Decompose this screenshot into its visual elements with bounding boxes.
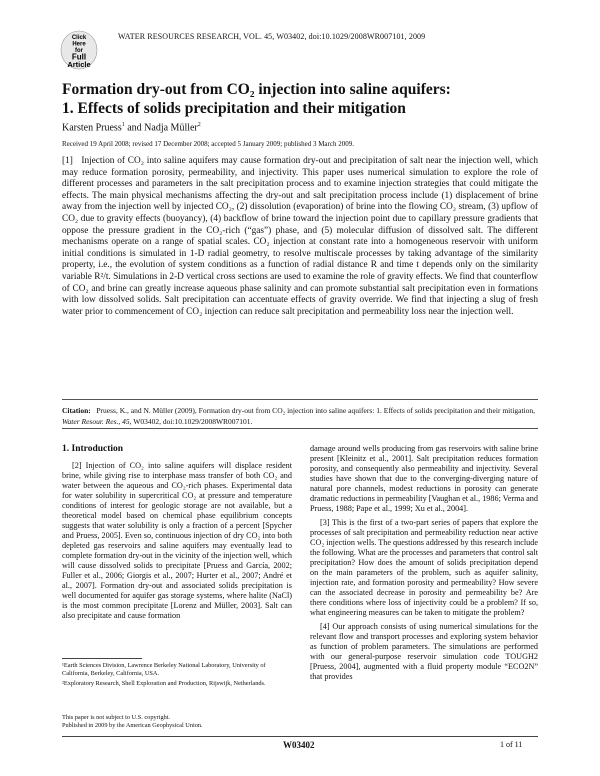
title-line-1: Formation dry-out from CO₂ injection into saline aquifers: [62, 81, 451, 98]
footnote-divider [62, 658, 142, 659]
page-number: 1 of 11 [500, 740, 523, 749]
right-column [310, 444, 538, 686]
running-header: WATER RESOURCES RESEARCH, VOL. 45, W03402, doi:10.1029/2008WR007101, 2009 [118, 32, 426, 41]
paragraph-3: [3] This is the first of a two-part series of papers that explore the processes of salt precipitation and permeability reduction near active CO₂ injection wells. The questions addressed by this research include the following. What are the processes and parameters that control salt precipitation? How does the amount of solids precipitation depend on the main parameters of the problem, such as aquifer salinity, injection rate, and formation porosity and permeability? How severe can the associated decrease in porosity and permeability be? Are there conditions where loss of injectivity could be a problem? If so, what engineering measures can be taken to mitigate the problem? [310, 518, 538, 617]
author-1: Karsten Pruess [62, 122, 122, 134]
logo-line3: for [75, 48, 83, 54]
article-id: W03402 [283, 740, 315, 750]
abstract-paragraph-marker: [1] [62, 156, 73, 166]
citation-end: W03402, doi:10.1029/2008WR007101. [131, 416, 253, 426]
author-conjunction: and [124, 122, 145, 134]
footnote-2: ²Exploratory Research, Shell Exploration and Production, Rijswijk, Netherlands. [62, 680, 266, 687]
paragraph-2-continued: damage around wells producing from gas reservoirs with saline brine present [Kleinitz et al., 2001]. Salt precipitation reduces formation porosity, and consequently also permeability and injectivity. Several studies have shown that due to the converging-diverging nature of natural pore channels, modest reductions in porosity can generate dramatic reductions in permeability [Vaughan et al., 1986; Verma and Pruess, 1988; Pape et al., 1999; Xu et al., 2004]. [310, 444, 538, 513]
left-column [62, 444, 292, 625]
copyright-notice [62, 714, 292, 730]
paragraph-4: [4] Our approach consists of using numerical simulations for the relevant flow and transport processes and exploring system behavior as function of problem parameters. The simulations are performed with our general-purpose reservoir simulation code TOUGH2 [Pruess, 2004], augmented with a fluid property module “ECO2N” that provides [310, 622, 538, 681]
author-2-affiliation: 2 [197, 122, 201, 128]
footnote-1: ¹Earth Sciences Division, Lawrence Berkeley National Laboratory, University of California, Berkeley, California, USA. [62, 662, 266, 677]
abstract [62, 156, 538, 318]
author-1-affiliation: 1 [121, 122, 125, 128]
footer-divider [62, 736, 538, 737]
paper-title [62, 80, 542, 118]
received-dates: Received 19 April 2008; revised 17 December 2008; accepted 5 January 2009; published 3 March 2009. [62, 140, 354, 148]
citation-journal: Water Resour. Res., 45, [62, 416, 132, 426]
paragraph-2: [2] Injection of CO₂ into saline aquifers will displace resident brine, while giving rise to interphase mass transfer of both CO₂ and water between the aqueous and CO₂-rich phases. Experimental data for water solubility in supercritical CO₂ at pressure and temperature conditions of interest for geologic storage are not available, but a theoretical model based on chemical phase equilibrium concepts suggests that water solubility is only a fraction of a percent [Spycher and Pruess, 2005]. Even so, continuous injection of dry CO₂ into both depleted gas reservoirs and saline aquifers may eventually lead to complete formation dry-out in the vicinity of the injection well, which will cause dissolved solids to precipitate [Pruess and García, 2002; Fuller et al., 2006; Giorgis et al., 2007; Hurter et al., 2007; André et al., 2007]. Formation dry-out and associated solids precipitation is well documented for aquifer gas storage systems, where halite (NaCl) is the most common precipitate [Lorenz and Müller, 2003]. Salt can also precipitate and cause formation [62, 461, 292, 620]
authors [62, 122, 201, 133]
divider [62, 428, 538, 429]
abstract-text: Injection of CO₂ into saline aquifers may cause formation dry-out and precipitation of salt near the injection well, which may reduce formation porosity, permeability, and injectivity. This paper uses numerical simulation to explore the role of different processes and parameters in the salt precipitation process and to examine injection strategies that could mitigate the effects. The main physical mechanisms affecting the dry-out and salt precipitation process include (1) displacement of brine away from the injection well by injected CO₂, (2) dissolution (evaporation) of brine into the flowing CO₂ stream, (3) upflow of CO₂ due to gravity effects (buoyancy), (4) backflow of brine toward the injection point due to capillary pressure gradients that oppose the pressure gradient in the CO₂-rich (“gas”) phase, and (5) molecular diffusion of dissolved salt. The different mechanisms operate on a range of spatial scales. CO₂ injection at constant rate into a homogeneous reservoir with uniform initial conditions is simulated in 1-D radial geometry, to resolve multiscale processes by taking advantage of the similarity property, i.e., the evolution of system conditions as a function of radial distance R and time t depends only on the similarity variable R²/t. Simulations in 2-D vertical cross sections are used to examine the role of gravity effects. We find that counterflow of CO₂ and brine can greatly increase aqueous phase salinity and can promote substantial salt precipitation even in formations with low dissolved solids. Salt precipitation can accentuate effects of gravity override. We find that injecting a slug of fresh water prior to commencement of CO₂ injection can reduce salt precipitation and permeability loss near the injection well. [62, 156, 538, 317]
citation [62, 406, 538, 427]
click-here-full-article-logo[interactable] [60, 30, 98, 70]
title-line-2: 1. Effects of solids precipitation and their mitigation [62, 100, 406, 117]
copyright-line-2: Published in 2009 by the American Geophysical Union. [62, 722, 203, 729]
citation-label: Citation: [62, 406, 91, 415]
section-heading-introduction: 1. Introduction [62, 444, 124, 454]
logo-line4: Full [71, 52, 87, 62]
copyright-line-1: This paper is not subject to U.S. copyright. [62, 714, 171, 721]
citation-text: Pruess, K., and N. Müller (2009), Formation dry-out from CO₂ injection into saline aquifers: 1. Effects of solids precipitation and their mitigation, [96, 406, 536, 415]
logo-line1: Click [71, 35, 87, 41]
logo-line5: Article [67, 60, 91, 69]
logo-line2: Here [72, 41, 86, 48]
divider [62, 399, 538, 400]
footnotes [62, 662, 292, 690]
author-2: Nadja Müller [144, 122, 198, 134]
